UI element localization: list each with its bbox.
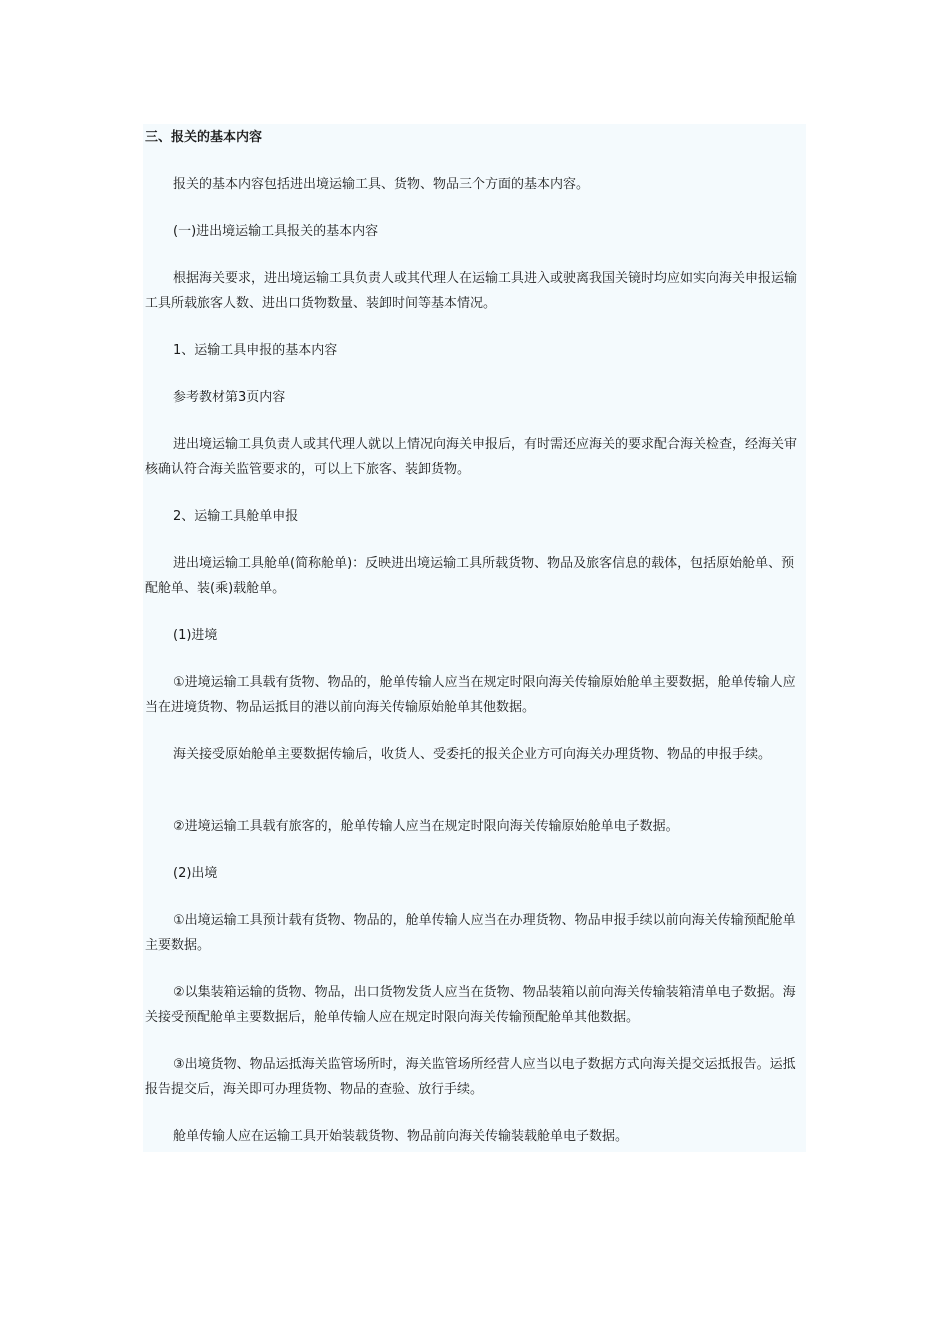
paragraph-item-1: 1、运输工具申报的基本内容 [173, 343, 338, 358]
paragraph-outbound-heading: (2)出境 [173, 866, 218, 881]
section-heading: 三、报关的基本内容 [145, 130, 263, 145]
paragraph-inspection: 进出境运输工具负责人或其代理人就以上情况向海关申报后，有时需还应海关的要求配合海关检查，经海关审核确认符合海关监管要求的，可以上下旅客、装卸货物。 [145, 437, 798, 477]
paragraph-item-2: 2、运输工具舱单申报 [173, 509, 299, 524]
paragraph-container-goods: ②以集装箱运输的货物、物品，出口货物发货人应当在货物、物品装箱以前向海关传输装箱清单电子数据。海关接受预配舱单主要数据后，舱单传输人应在规定时限向海关传输预配舱单其他数据。 [145, 985, 796, 1025]
paragraph-outbound-goods: ①出境运输工具预计载有货物、物品的，舱单传输人应当在办理货物、物品申报手续以前向海关传输预配舱单主要数据。 [145, 913, 796, 953]
paragraph-overview: 报关的基本内容包括进出境运输工具、货物、物品三个方面的基本内容。 [173, 177, 590, 192]
paragraph-manifest-definition: 进出境运输工具舱单(简称舱单)：反映进出境运输工具所载货物、物品及旅客信息的载体，包括原始舱单、预配舱单、装(乘)载舱单。 [145, 556, 795, 596]
paragraph-inbound-goods: ①进境运输工具载有货物、物品的，舱单传输人应当在规定时限向海关传输原始舱单主要数据，舱单传输人应当在进境货物、物品运抵目的港以前向海关传输原始舱单其他数据。 [145, 675, 796, 715]
paragraph-inbound-declaration: 海关接受原始舱单主要数据传输后，收货人、受委托的报关企业方可向海关办理货物、物品的申报手续。 [173, 747, 772, 762]
document-body [143, 124, 806, 1152]
paragraph-inbound-heading: (1)进境 [173, 628, 218, 643]
paragraph-arrival-report: ③出境货物、物品运抵海关监管场所时，海关监管场所经营人应当以电子数据方式向海关提交运抵报告。运抵报告提交后，海关即可办理货物、物品的查验、放行手续。 [145, 1057, 796, 1097]
paragraph-customs-requirement: 根据海关要求，进出境运输工具负责人或其代理人在运输工具进入或驶离我国关镜时均应如实向海关申报运输工具所载旅客人数、进出口货物数量、装卸时间等基本情况。 [145, 271, 798, 311]
paragraph-inbound-passengers: ②进境运输工具载有旅客的，舱单传输人应当在规定时限向海关传输原始舱单电子数据。 [173, 819, 679, 834]
paragraph-subheading-transport: (一)进出境运输工具报关的基本内容 [173, 224, 379, 239]
paragraph-loading-manifest: 舱单传输人应在运输工具开始装载货物、物品前向海关传输装载舱单电子数据。 [173, 1129, 629, 1144]
paragraph-textbook-ref: 参考教材第3页内容 [173, 390, 286, 405]
